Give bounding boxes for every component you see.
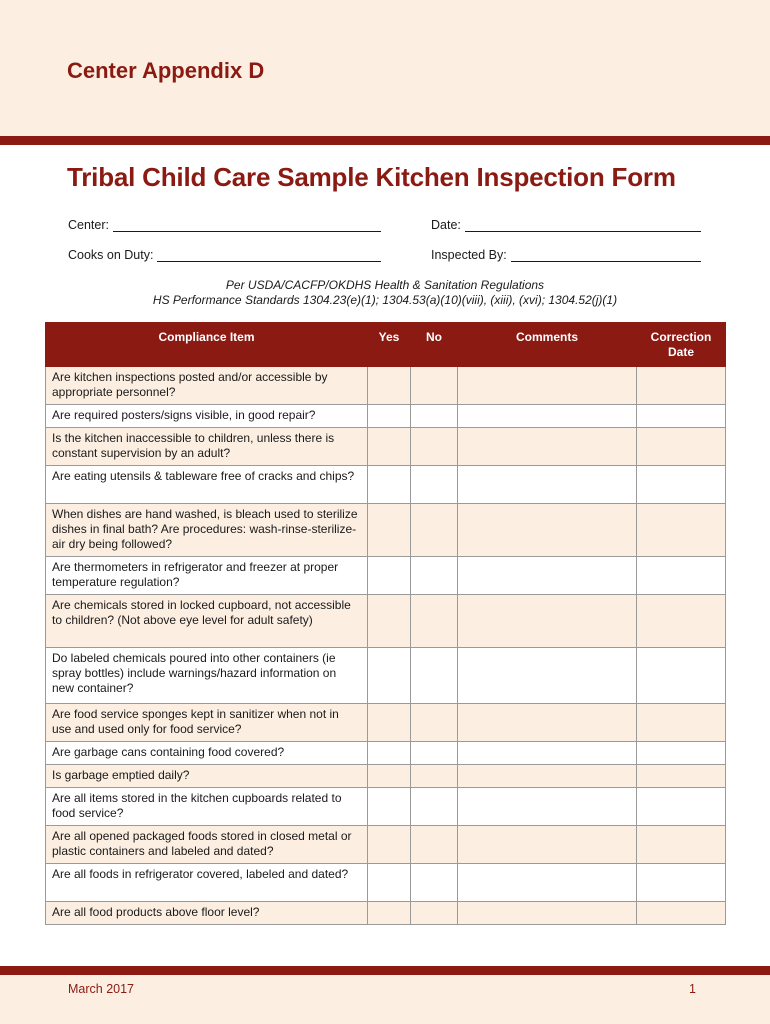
yes-cell[interactable] (368, 595, 411, 648)
compliance-item: Are chemicals stored in locked cupboard, not accessible to children? (Not above eye level for adult safety) (46, 595, 368, 648)
inspection-table (45, 322, 726, 925)
no-cell[interactable] (411, 704, 458, 742)
page-title: Tribal Child Care Sample Kitchen Inspection Form (67, 162, 676, 192)
header-correction-date: Correction Date (637, 323, 726, 367)
table-body (46, 367, 726, 925)
correction-date-cell[interactable] (637, 864, 726, 902)
regulations-line-2: HS Performance Standards 1304.23(e)(1); 1304.53(a)(10)(viii), (xiii), (xvi); 1304.52(j)(1) (152, 293, 618, 307)
table-row (46, 648, 726, 704)
compliance-item: Do labeled chemicals poured into other containers (ie spray bottles) include warnings/hazard information on new container? (46, 648, 368, 704)
correction-date-cell[interactable] (637, 405, 726, 428)
yes-cell[interactable] (368, 704, 411, 742)
correction-date-cell[interactable] (637, 504, 726, 557)
compliance-item: Is the kitchen inaccessible to children, unless there is constant supervision by an adult? (46, 428, 368, 466)
center-input-line[interactable] (113, 217, 381, 232)
comments-cell[interactable] (458, 466, 637, 504)
no-cell[interactable] (411, 595, 458, 648)
date-field[interactable] (431, 217, 701, 232)
comments-cell[interactable] (458, 648, 637, 704)
compliance-item: When dishes are hand washed, is bleach used to sterilize dishes in final bath? Are procedures: wash-rinse-sterilize-air dry being followed? (46, 504, 368, 557)
header-compliance-item: Compliance Item (46, 323, 368, 367)
yes-cell[interactable] (368, 826, 411, 864)
correction-date-cell[interactable] (637, 648, 726, 704)
yes-cell[interactable] (368, 648, 411, 704)
no-cell[interactable] (411, 864, 458, 902)
table-row (46, 595, 726, 648)
header-yes: Yes (368, 323, 411, 367)
comments-cell[interactable] (458, 504, 637, 557)
compliance-item: Are thermometers in refrigerator and freezer at proper temperature regulation? (46, 557, 368, 595)
no-cell[interactable] (411, 405, 458, 428)
yes-cell[interactable] (368, 405, 411, 428)
no-cell[interactable] (411, 428, 458, 466)
yes-cell[interactable] (368, 504, 411, 557)
table-row (46, 504, 726, 557)
compliance-item: Are all foods in refrigerator covered, labeled and dated? (46, 864, 368, 902)
cooks-field[interactable] (68, 247, 381, 262)
correction-date-cell[interactable] (637, 367, 726, 405)
yes-cell[interactable] (368, 428, 411, 466)
table-row (46, 466, 726, 504)
correction-date-cell[interactable] (637, 466, 726, 504)
table-row (46, 742, 726, 765)
appendix-title: Center Appendix D (67, 58, 265, 83)
inspected-by-input-line[interactable] (511, 247, 701, 262)
no-cell[interactable] (411, 557, 458, 595)
regulations-line-1: Per USDA/CACFP/OKDHS Health & Sanitation Regulations (225, 278, 545, 292)
comments-cell[interactable] (458, 864, 637, 902)
compliance-item: Are garbage cans containing food covered? (46, 742, 368, 765)
yes-cell[interactable] (368, 742, 411, 765)
correction-date-cell[interactable] (637, 557, 726, 595)
cooks-label: Cooks on Duty: (68, 248, 154, 262)
cooks-input-line[interactable] (157, 247, 381, 262)
correction-date-cell[interactable] (637, 595, 726, 648)
table-row (46, 557, 726, 595)
footer-rule (0, 966, 770, 975)
header-no: No (411, 323, 458, 367)
comments-cell[interactable] (458, 595, 637, 648)
comments-cell[interactable] (458, 428, 637, 466)
no-cell[interactable] (411, 826, 458, 864)
comments-cell[interactable] (458, 742, 637, 765)
correction-date-cell[interactable] (637, 742, 726, 765)
yes-cell[interactable] (368, 557, 411, 595)
compliance-item: Are food service sponges kept in sanitizer when not in use and used only for food service? (46, 704, 368, 742)
no-cell[interactable] (411, 504, 458, 557)
yes-cell[interactable] (368, 466, 411, 504)
yes-cell[interactable] (368, 902, 411, 925)
no-cell[interactable] (411, 902, 458, 925)
compliance-item: Are all items stored in the kitchen cupboards related to food service? (46, 788, 368, 826)
comments-cell[interactable] (458, 405, 637, 428)
correction-date-cell[interactable] (637, 765, 726, 788)
compliance-item: Are required posters/signs visible, in good repair? (46, 405, 368, 428)
correction-date-cell[interactable] (637, 902, 726, 925)
correction-date-cell[interactable] (637, 788, 726, 826)
table-row (46, 864, 726, 902)
no-cell[interactable] (411, 648, 458, 704)
compliance-item: Are kitchen inspections posted and/or accessible by appropriate personnel? (46, 367, 368, 405)
date-label: Date: (431, 218, 461, 232)
comments-cell[interactable] (458, 704, 637, 742)
table-row (46, 788, 726, 826)
footer-date: March 2017 (68, 982, 135, 996)
table-row (46, 405, 726, 428)
compliance-item: Are all food products above floor level? (46, 902, 368, 925)
inspected-by-label: Inspected By: (431, 248, 507, 262)
correction-date-cell[interactable] (637, 826, 726, 864)
date-input-line[interactable] (465, 217, 701, 232)
center-label: Center: (68, 218, 109, 232)
comments-cell[interactable] (458, 788, 637, 826)
table-row (46, 704, 726, 742)
compliance-item: Is garbage emptied daily? (46, 765, 368, 788)
inspected-by-field[interactable] (431, 247, 701, 262)
comments-cell[interactable] (458, 367, 637, 405)
comments-cell[interactable] (458, 557, 637, 595)
table-row (46, 826, 726, 864)
table-header-row (46, 323, 726, 367)
no-cell[interactable] (411, 466, 458, 504)
table-row (46, 902, 726, 925)
table-row (46, 367, 726, 405)
comments-cell[interactable] (458, 765, 637, 788)
yes-cell[interactable] (368, 864, 411, 902)
no-cell[interactable] (411, 788, 458, 826)
table-row (46, 428, 726, 466)
comments-cell[interactable] (458, 826, 637, 864)
no-cell[interactable] (411, 765, 458, 788)
comments-cell[interactable] (458, 902, 637, 925)
yes-cell[interactable] (368, 788, 411, 826)
no-cell[interactable] (411, 367, 458, 405)
header-comments: Comments (458, 323, 637, 367)
table-row (46, 765, 726, 788)
compliance-item: Are all opened packaged foods stored in closed metal or plastic containers and labeled and dated? (46, 826, 368, 864)
center-field[interactable] (68, 217, 381, 232)
no-cell[interactable] (411, 742, 458, 765)
correction-date-cell[interactable] (637, 704, 726, 742)
header-rule (0, 136, 770, 145)
compliance-item: Are eating utensils & tableware free of cracks and chips? (46, 466, 368, 504)
correction-date-cell[interactable] (637, 428, 726, 466)
page-number: 1 (689, 982, 696, 996)
yes-cell[interactable] (368, 367, 411, 405)
yes-cell[interactable] (368, 765, 411, 788)
